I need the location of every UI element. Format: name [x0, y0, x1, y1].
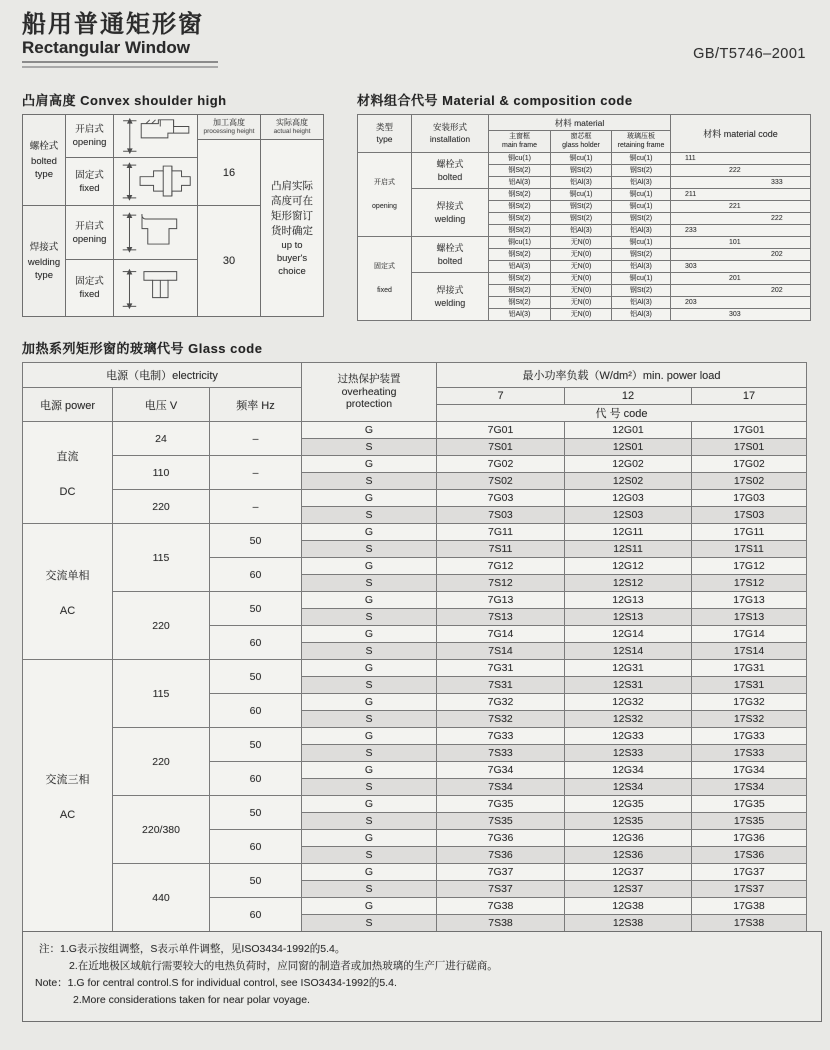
protection-cell: S: [302, 541, 437, 558]
glass-code-cell: 12S13: [565, 609, 692, 626]
protection-cell: S: [302, 915, 437, 932]
frequency-cell: –: [210, 490, 302, 524]
material-code-cell: 201: [671, 273, 811, 285]
cross-section-diagram-drawing: [115, 159, 196, 204]
glass-code-table: [22, 362, 807, 932]
protection-cell: G: [302, 660, 437, 677]
retaining-frame-cell: 钢St(2): [612, 165, 671, 177]
glass-code-cell: 17G38: [692, 898, 807, 915]
glass-code-cell: 7G37: [437, 864, 565, 881]
retaining-frame-cell: 铜cu(1): [612, 201, 671, 213]
glass-code-cell: 17S11: [692, 541, 807, 558]
material-code-cell: 202: [671, 249, 811, 261]
glass-code-cell: 7G03: [437, 490, 565, 507]
glass-code-cell: 12S34: [565, 779, 692, 796]
main-frame-cell: 钢St(2): [489, 297, 551, 309]
glass-code-cell: 12G36: [565, 830, 692, 847]
protection-cell: G: [302, 796, 437, 813]
material-code-section: [357, 90, 812, 321]
frequency-cell: 60: [210, 762, 302, 796]
glass-code-cell: 7G14: [437, 626, 565, 643]
glass-code-cell: 7S33: [437, 745, 565, 762]
glass-row-g: [23, 796, 807, 813]
frequency-cell: 60: [210, 626, 302, 660]
glass-code-cell: 7G34: [437, 762, 565, 779]
glass-code-cell: 7S34: [437, 779, 565, 796]
glass-code-cell: 17S38: [692, 915, 807, 932]
frequency-cell: 50: [210, 660, 302, 694]
glass-code-cell: 17G11: [692, 524, 807, 541]
installation-group-cell: 焊接式 welding: [412, 273, 489, 321]
main-frame-cell: 钢St(2): [489, 249, 551, 261]
voltage-cell: 220: [113, 592, 210, 660]
main-frame-cell: 钢St(2): [489, 273, 551, 285]
load-column-header: 7: [437, 388, 565, 405]
installation-header: 安装形式 installation: [412, 115, 489, 153]
glass-code-cell: 7S32: [437, 711, 565, 728]
retaining-frame-cell: 铝Al(3): [612, 261, 671, 273]
power-group-cell: 直流 DC: [23, 422, 113, 524]
protection-cell: S: [302, 847, 437, 864]
main-frame-header: 主窗框 main frame: [489, 131, 551, 153]
page-title: 船用普通矩形窗: [22, 11, 204, 38]
glass-row-g: [23, 864, 807, 881]
glass-code-cell: 12G32: [565, 694, 692, 711]
glass-holder-cell: 钢St(2): [551, 213, 612, 225]
power-column-header: 电源 power: [23, 388, 113, 422]
page-subtitle: Rectangular Window: [22, 38, 190, 57]
material-code-cell: 233: [671, 225, 811, 237]
glass-code-cell: 17G03: [692, 490, 807, 507]
glass-code-cell: 12S37: [565, 881, 692, 898]
load-column-header: 17: [692, 388, 807, 405]
retaining-frame-header: 玻璃压板 retaining frame: [612, 131, 671, 153]
glass-code-cell: 17S02: [692, 473, 807, 490]
glass-holder-cell: 无N(0): [551, 273, 612, 285]
glass-code-cell: 17S36: [692, 847, 807, 864]
title-underline: [22, 61, 218, 68]
glass-code-cell: 17S37: [692, 881, 807, 898]
glass-code-cell: 17S32: [692, 711, 807, 728]
power-group-cell: 交流三相 AC: [23, 660, 113, 932]
main-frame-cell: 铝Al(3): [489, 177, 551, 189]
glass-code-cell: 12G01: [565, 422, 692, 439]
glass-code-cell: 12S02: [565, 473, 692, 490]
protection-cell: S: [302, 813, 437, 830]
glass-code-cell: 17G36: [692, 830, 807, 847]
glass-row-g: [23, 592, 807, 609]
frequency-cell: 60: [210, 558, 302, 592]
glass-holder-cell: 铝Al(3): [551, 225, 612, 237]
protection-cell: G: [302, 422, 437, 439]
glass-code-cell: 12S14: [565, 643, 692, 660]
cross-section-diagram: [114, 158, 198, 206]
glass-code-cell: 12G38: [565, 898, 692, 915]
frequency-column-header: 频率 Hz: [210, 388, 302, 422]
retaining-frame-cell: 铜cu(1): [612, 237, 671, 249]
type-cell-welding: 焊接式 welding type: [23, 206, 66, 316]
glass-code-cell: 17G31: [692, 660, 807, 677]
glass-code-cell: 17S35: [692, 813, 807, 830]
frequency-cell: 50: [210, 864, 302, 898]
glass-code-cell: 17G34: [692, 762, 807, 779]
note-line: 2.More considerations taken for near polar voyage.: [73, 994, 310, 1006]
voltage-cell: 115: [113, 524, 210, 592]
glass-table-body: [23, 422, 807, 932]
protection-cell: G: [302, 558, 437, 575]
material-code-cell: 303: [671, 261, 811, 273]
glass-holder-cell: 无N(0): [551, 309, 612, 321]
processing-height-value: 30: [198, 206, 261, 316]
glass-code-cell: 17G13: [692, 592, 807, 609]
glass-code-cell: 12G14: [565, 626, 692, 643]
glass-code-cell: 12G13: [565, 592, 692, 609]
convex-section-caption: 凸肩高度 Convex shoulder high: [22, 93, 227, 108]
glass-code-cell: 17G32: [692, 694, 807, 711]
frequency-cell: 60: [210, 898, 302, 932]
retaining-frame-cell: 钢St(2): [612, 249, 671, 261]
glass-code-cell: 7S12: [437, 575, 565, 592]
frequency-cell: 50: [210, 592, 302, 626]
protection-cell: G: [302, 762, 437, 779]
material-code-cell: 203: [671, 297, 811, 309]
glass-code-cell: 17S34: [692, 779, 807, 796]
retaining-frame-cell: 铜cu(1): [612, 273, 671, 285]
glass-code-cell: 17G14: [692, 626, 807, 643]
material-code-cell: 303: [671, 309, 811, 321]
glass-code-cell: 12G37: [565, 864, 692, 881]
mode-cell-fixed: 固定式 fixed: [66, 158, 114, 206]
frequency-cell: 50: [210, 796, 302, 830]
glass-code-cell: 7G13: [437, 592, 565, 609]
protection-cell: S: [302, 711, 437, 728]
glass-code-cell: 7S14: [437, 643, 565, 660]
glass-row-g: [23, 422, 807, 439]
load-column-header: 12: [565, 388, 692, 405]
glass-code-cell: 7S37: [437, 881, 565, 898]
voltage-cell: 110: [113, 456, 210, 490]
glass-code-cell: 7S38: [437, 915, 565, 932]
glass-code-cell: 17S01: [692, 439, 807, 456]
note-line: 注：1.G表示按组调整，S表示单件调整，见ISO3434-1992的5.4。: [39, 943, 346, 955]
main-frame-cell: 铝Al(3): [489, 261, 551, 273]
protection-cell: S: [302, 473, 437, 490]
protection-header: 过热保护装置 overheating protection: [302, 363, 437, 422]
voltage-cell: 24: [113, 422, 210, 456]
main-frame-cell: 钢St(2): [489, 213, 551, 225]
glass-code-cell: 7G35: [437, 796, 565, 813]
protection-cell: S: [302, 609, 437, 626]
cross-section-diagram: [114, 260, 198, 316]
processing-height-header: 加工高度 processing height: [198, 115, 261, 140]
protection-cell: G: [302, 864, 437, 881]
glass-code-cell: 17G33: [692, 728, 807, 745]
material-code-header: 材料 material code: [671, 115, 811, 153]
installation-group-cell: 螺栓式 bolted: [412, 153, 489, 189]
glass-code-cell: 12G31: [565, 660, 692, 677]
glass-code-cell: 7G11: [437, 524, 565, 541]
material-table: [357, 114, 811, 321]
code-header: 代 号 code: [437, 405, 807, 422]
glass-code-cell: 12S38: [565, 915, 692, 932]
convex-shoulder-section: [22, 90, 324, 317]
glass-code-cell: 12S31: [565, 677, 692, 694]
glass-code-cell: 12S33: [565, 745, 692, 762]
glass-holder-cell: 无N(0): [551, 237, 612, 249]
glass-holder-cell: 无N(0): [551, 285, 612, 297]
protection-cell: S: [302, 507, 437, 524]
mode-cell-opening: 开启式 opening: [66, 115, 114, 158]
material-code-cell: 101: [671, 237, 811, 249]
glass-row-g: [23, 728, 807, 745]
glass-row-g: [23, 524, 807, 541]
retaining-frame-cell: 铝Al(3): [612, 297, 671, 309]
glass-code-cell: 7S31: [437, 677, 565, 694]
material-code-cell: 221: [671, 201, 811, 213]
glass-code-cell: 17S14: [692, 643, 807, 660]
frequency-cell: 50: [210, 728, 302, 762]
processing-height-value: 16: [198, 140, 261, 206]
glass-holder-cell: 铜cu(1): [551, 153, 612, 165]
installation-group-cell: 焊接式 welding: [412, 189, 489, 237]
main-frame-cell: 钢St(2): [489, 165, 551, 177]
cross-section-diagram-drawing: [115, 261, 196, 315]
glass-code-cell: 7S13: [437, 609, 565, 626]
frequency-cell: 60: [210, 830, 302, 864]
material-row: [358, 273, 811, 285]
retaining-frame-cell: 铜cu(1): [612, 153, 671, 165]
glass-code-cell: 12S11: [565, 541, 692, 558]
electricity-header: 电源（电制）electricity: [23, 363, 302, 388]
voltage-cell: 440: [113, 864, 210, 932]
voltage-cell: 115: [113, 660, 210, 728]
glass-holder-cell: 无N(0): [551, 261, 612, 273]
material-row: [358, 153, 811, 165]
protection-cell: G: [302, 626, 437, 643]
glass-code-cell: 12G12: [565, 558, 692, 575]
voltage-cell: 220: [113, 490, 210, 524]
glass-code-cell: 12S32: [565, 711, 692, 728]
type-header: 类型 type: [358, 115, 412, 153]
glass-holder-cell: 无N(0): [551, 297, 612, 309]
frequency-cell: 60: [210, 694, 302, 728]
voltage-cell: 220: [113, 728, 210, 796]
convex-shoulder-table: [22, 114, 324, 317]
mode-cell-fixed: 固定式 fixed: [66, 260, 114, 316]
glass-code-cell: 7G12: [437, 558, 565, 575]
material-code-cell: 222: [671, 165, 811, 177]
frequency-cell: –: [210, 422, 302, 456]
notes-box: [22, 931, 822, 1022]
glass-code-cell: 17S33: [692, 745, 807, 762]
glass-code-cell: 17S13: [692, 609, 807, 626]
glass-code-cell: 17S31: [692, 677, 807, 694]
main-frame-cell: 钢St(2): [489, 189, 551, 201]
note-line: 2.在近地极区域航行需要较大的电热负荷时，应同窗的制造者或加热玻璃的生产厂进行磋商。: [69, 960, 498, 972]
main-frame-cell: 铝Al(3): [489, 309, 551, 321]
protection-cell: S: [302, 881, 437, 898]
protection-cell: S: [302, 575, 437, 592]
glass-holder-cell: 钢St(2): [551, 165, 612, 177]
material-code-cell: 211: [671, 189, 811, 201]
protection-cell: S: [302, 643, 437, 660]
protection-cell: G: [302, 694, 437, 711]
protection-cell: S: [302, 439, 437, 456]
glass-code-cell: 12S36: [565, 847, 692, 864]
material-code-cell: 222: [671, 213, 811, 225]
frequency-cell: 50: [210, 524, 302, 558]
protection-cell: G: [302, 456, 437, 473]
glass-code-cell: 17G37: [692, 864, 807, 881]
glass-row-g: [23, 660, 807, 677]
material-row: [358, 189, 811, 201]
glass-code-cell: 7S36: [437, 847, 565, 864]
actual-height-note: 凸肩实际高度可在矩形窗订货时确定 up to buyer's choice: [271, 179, 313, 277]
power-load-header: 最小功率负载（W/dm²）min. power load: [437, 363, 807, 388]
glass-code-cell: 7G31: [437, 660, 565, 677]
main-frame-cell: 钢St(2): [489, 201, 551, 213]
protection-cell: G: [302, 898, 437, 915]
cross-section-diagram: [114, 115, 198, 158]
actual-height-header: 实际高度 actual height: [261, 115, 323, 140]
glass-code-cell: 12S35: [565, 813, 692, 830]
protection-cell: S: [302, 779, 437, 796]
glass-code-cell: 17G02: [692, 456, 807, 473]
retaining-frame-cell: 铜cu(1): [612, 189, 671, 201]
glass-row-g: [23, 456, 807, 473]
glass-holder-cell: 铝Al(3): [551, 177, 612, 189]
retaining-frame-cell: 铝Al(3): [612, 225, 671, 237]
material-row: [358, 237, 811, 249]
protection-cell: G: [302, 490, 437, 507]
glass-code-cell: 7S01: [437, 439, 565, 456]
title-block: [22, 12, 218, 68]
main-frame-cell: 铜cu(1): [489, 237, 551, 249]
frequency-cell: –: [210, 456, 302, 490]
glass-code-cell: 17S03: [692, 507, 807, 524]
protection-cell: G: [302, 592, 437, 609]
glass-code-cell: 12G35: [565, 796, 692, 813]
material-table-body: [358, 153, 811, 321]
installation-group-cell: 螺栓式 bolted: [412, 237, 489, 273]
glass-code-cell: 7S35: [437, 813, 565, 830]
glass-code-cell: 7S11: [437, 541, 565, 558]
material-section-caption: 材料组合代号 Material & composition code: [357, 93, 633, 108]
protection-cell: G: [302, 728, 437, 745]
glass-code-cell: 12G03: [565, 490, 692, 507]
type-cell-bolted: 螺栓式 bolted type: [23, 115, 66, 206]
glass-code-cell: 17G01: [692, 422, 807, 439]
glass-code-cell: 7G02: [437, 456, 565, 473]
protection-cell: G: [302, 524, 437, 541]
protection-cell: G: [302, 830, 437, 847]
power-group-cell: 交流单相 AC: [23, 524, 113, 660]
material-code-cell: 202: [671, 285, 811, 297]
main-frame-cell: 钢St(2): [489, 285, 551, 297]
material-header: 材料 material: [489, 115, 671, 131]
glass-holder-cell: 无N(0): [551, 249, 612, 261]
glass-code-cell: 12G34: [565, 762, 692, 779]
glass-code-cell: 7G33: [437, 728, 565, 745]
glass-code-cell: 12S03: [565, 507, 692, 524]
cross-section-diagram-drawing: [115, 116, 196, 156]
glass-holder-cell: 铜cu(1): [551, 189, 612, 201]
protection-cell: S: [302, 745, 437, 762]
glass-code-cell: 17G35: [692, 796, 807, 813]
glass-code-cell: 12S01: [565, 439, 692, 456]
glass-code-cell: 12G11: [565, 524, 692, 541]
glass-row-g: [23, 490, 807, 507]
type-group-cell: 固定式 fixed: [358, 237, 412, 321]
glass-code-cell: 17S12: [692, 575, 807, 592]
cross-section-diagram-drawing: [115, 207, 196, 258]
glass-code-cell: 7G38: [437, 898, 565, 915]
retaining-frame-cell: 铝Al(3): [612, 177, 671, 189]
protection-cell: S: [302, 677, 437, 694]
glass-code-cell: 7G01: [437, 422, 565, 439]
mode-cell-opening: 开启式 opening: [66, 206, 114, 260]
type-group-cell: 开启式 opening: [358, 153, 412, 237]
glass-code-cell: 12G02: [565, 456, 692, 473]
retaining-frame-cell: 铝Al(3): [612, 309, 671, 321]
glass-section-caption: 加热系列矩形窗的玻璃代号 Glass code: [22, 341, 263, 356]
glass-code-cell: 12G33: [565, 728, 692, 745]
glass-code-cell: 7S02: [437, 473, 565, 490]
cross-section-diagram: [114, 206, 198, 260]
glass-code-section: [22, 338, 808, 1022]
material-code-cell: 333: [671, 177, 811, 189]
retaining-frame-cell: 钢St(2): [612, 213, 671, 225]
glass-code-cell: 7G36: [437, 830, 565, 847]
glass-code-cell: 7S03: [437, 507, 565, 524]
voltage-column-header: 电压 V: [113, 388, 210, 422]
retaining-frame-cell: 钢St(2): [612, 285, 671, 297]
glass-holder-header: 窗芯框 glass holder: [551, 131, 612, 153]
main-frame-cell: 铜cu(1): [489, 153, 551, 165]
main-frame-cell: 钢St(2): [489, 225, 551, 237]
note-line: Note：1.G for central control.S for individual control, see ISO3434-1992的5.4.: [35, 977, 397, 989]
glass-code-cell: 17G12: [692, 558, 807, 575]
glass-code-cell: 7G32: [437, 694, 565, 711]
glass-holder-cell: 钢St(2): [551, 201, 612, 213]
voltage-cell: 220/380: [113, 796, 210, 864]
glass-code-cell: 12S12: [565, 575, 692, 592]
material-code-cell: 111: [671, 153, 811, 165]
standard-code: GB/T5746–2001: [693, 46, 806, 62]
